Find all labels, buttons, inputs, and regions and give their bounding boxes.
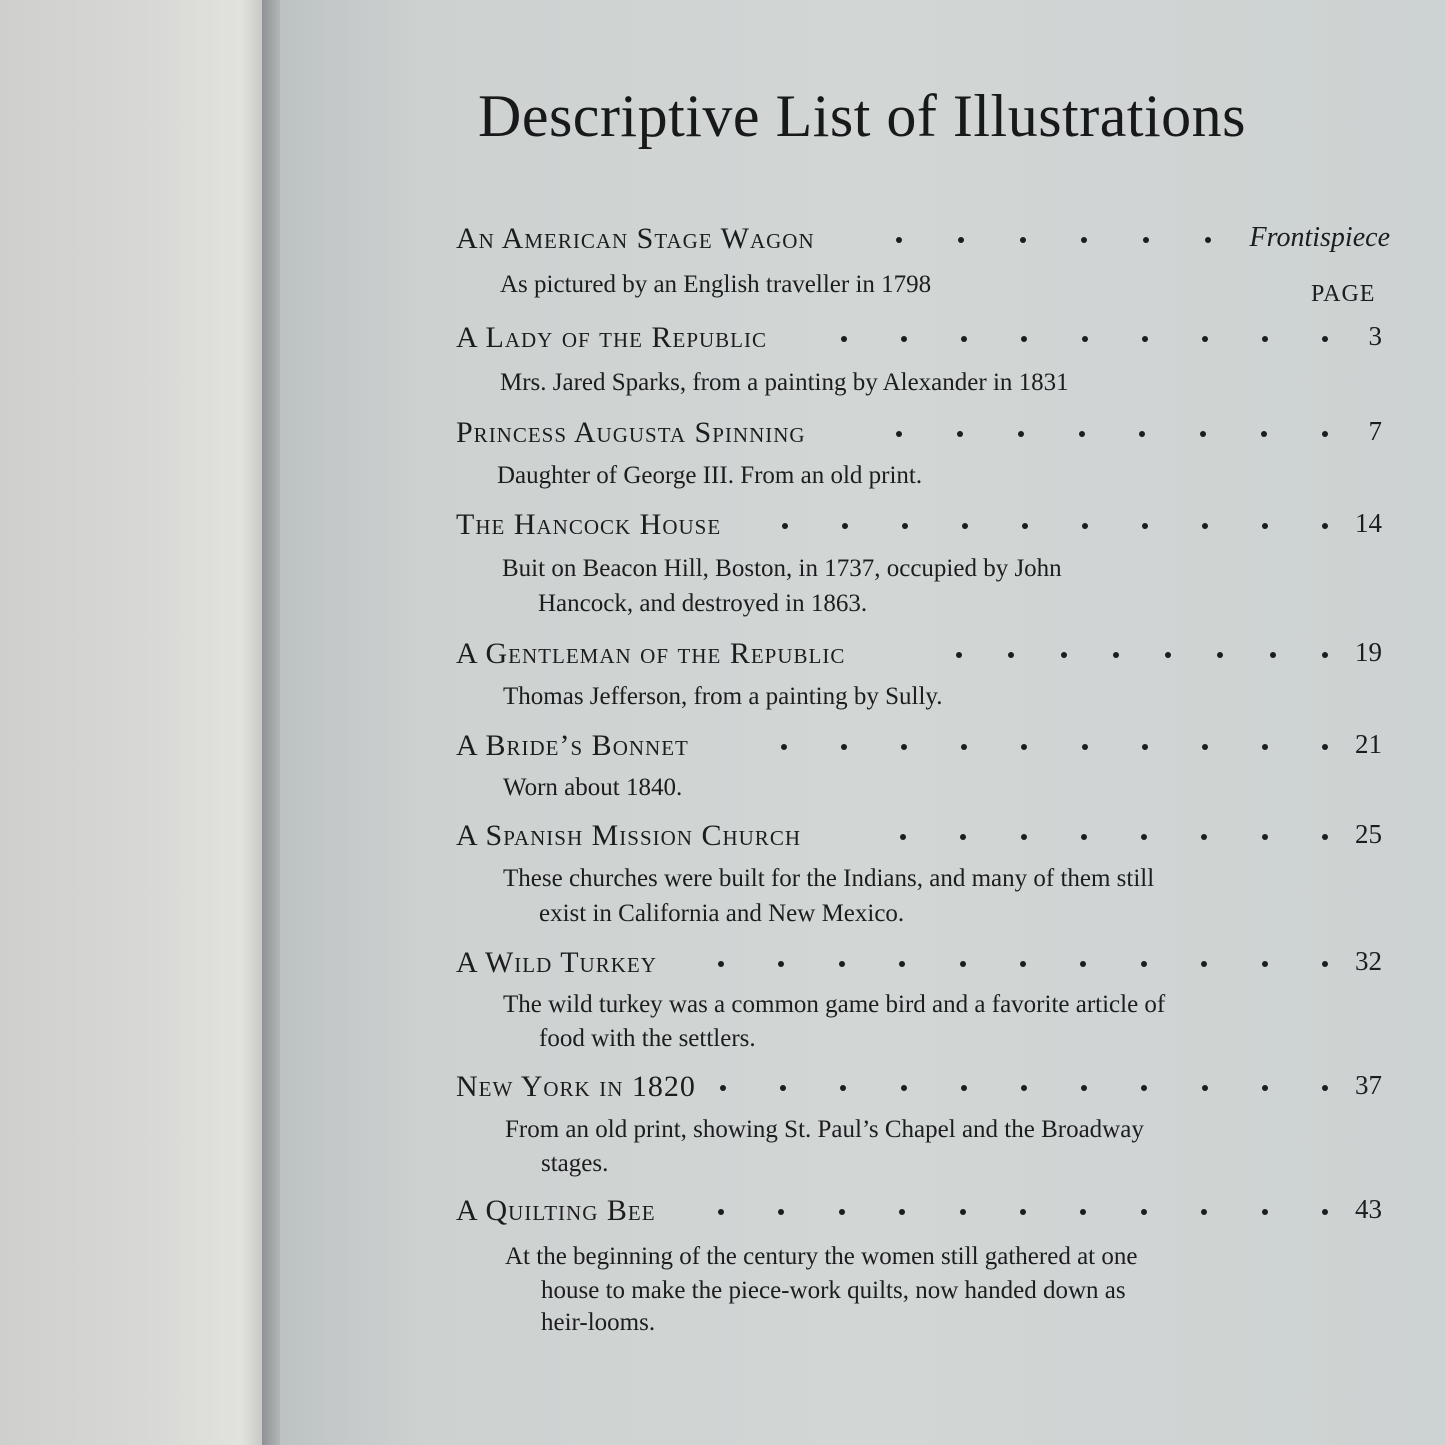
- leader-dot: [960, 961, 966, 967]
- dot-leaders: [956, 637, 1328, 673]
- leader-dot: [1141, 1085, 1147, 1091]
- list-entry: [456, 729, 1390, 765]
- leader-dot: [1262, 961, 1268, 967]
- dot-leaders: [900, 819, 1328, 855]
- leader-dot: [1322, 834, 1328, 840]
- leader-dot: [1082, 744, 1088, 750]
- entry-description: As pictured by an English traveller in 1798: [500, 271, 932, 298]
- leader-dot: [961, 744, 967, 750]
- leader-dot: [896, 237, 902, 243]
- leader-dot: [1141, 1209, 1147, 1215]
- leader-dot: [960, 1209, 966, 1215]
- leader-dot: [1021, 834, 1027, 840]
- entry-description: food with the settlers.: [539, 1025, 756, 1052]
- leader-dot: [899, 1209, 905, 1215]
- dot-leaders: [718, 1194, 1328, 1230]
- leader-dot: [840, 1085, 846, 1091]
- facing-page: [0, 0, 262, 1445]
- entry-description: The wild turkey was a common game bird and a favorite article of: [503, 991, 1166, 1018]
- dot-leaders: [896, 222, 1211, 258]
- page-number: 3: [1368, 321, 1382, 351]
- entry-description: Worn about 1840.: [503, 774, 683, 801]
- entry-title: A Bride’s Bonnet: [456, 729, 689, 762]
- leader-dot: [1021, 744, 1027, 750]
- leader-dot: [1262, 1085, 1268, 1091]
- list-entry: [456, 321, 1390, 357]
- entry-title: New York in 1820: [456, 1070, 696, 1103]
- dot-leaders: [841, 321, 1328, 357]
- leader-dot: [1202, 744, 1208, 750]
- leader-dot: [956, 652, 962, 658]
- list-entry: [456, 222, 1390, 258]
- leader-dot: [718, 961, 724, 967]
- leader-dot: [901, 744, 907, 750]
- entry-description: Hancock, and destroyed in 1863.: [538, 590, 868, 617]
- leader-dot: [1080, 961, 1086, 967]
- page-number: 43: [1355, 1194, 1382, 1224]
- leader-dot: [1262, 1209, 1268, 1215]
- leader-dot: [1322, 1209, 1328, 1215]
- leader-dot: [718, 1209, 724, 1215]
- dot-leaders: [896, 416, 1328, 452]
- leader-dot: [1020, 237, 1026, 243]
- leader-dot: [1202, 523, 1208, 529]
- dot-leaders: [720, 1070, 1328, 1106]
- leader-dot: [1020, 961, 1026, 967]
- page-number: 19: [1355, 637, 1382, 667]
- leader-dot: [1322, 523, 1328, 529]
- leader-dot: [901, 1085, 907, 1091]
- leader-dot: [778, 961, 784, 967]
- leader-dot: [781, 744, 787, 750]
- leader-dot: [839, 961, 845, 967]
- entry-title: A Spanish Mission Church: [456, 819, 801, 852]
- leader-dot: [1081, 237, 1087, 243]
- entry-description: These churches were built for the Indians, and many of them still: [503, 865, 1155, 892]
- leader-dot: [900, 834, 906, 840]
- leader-dot: [1322, 744, 1328, 750]
- leader-dot: [1262, 834, 1268, 840]
- page-title: Descriptive List of Illustrations: [478, 83, 1247, 149]
- leader-dot: [842, 523, 848, 529]
- leader-dot: [1021, 336, 1027, 342]
- entry-title: A Quilting Bee: [456, 1194, 656, 1227]
- leader-dot: [1141, 961, 1147, 967]
- entry-title: A Gentleman of the Republic: [456, 637, 846, 670]
- leader-dot: [1018, 431, 1024, 437]
- leader-dot: [1061, 652, 1067, 658]
- dot-leaders: [718, 946, 1328, 982]
- leader-dot: [1201, 1209, 1207, 1215]
- leader-dot: [1139, 431, 1145, 437]
- leader-dot: [1141, 834, 1147, 840]
- leader-dot: [778, 1209, 784, 1215]
- leader-dot: [1022, 523, 1028, 529]
- entry-description: house to make the piece-work quilts, now handed down as: [541, 1277, 1126, 1304]
- entry-description: heir-looms.: [541, 1309, 656, 1336]
- list-entry: [456, 1070, 1390, 1106]
- entry-description: Daughter of George III. From an old print.: [497, 462, 923, 489]
- leader-dot: [957, 431, 963, 437]
- page-number: 7: [1368, 416, 1382, 446]
- dot-leaders: [782, 508, 1328, 544]
- leader-dot: [1322, 431, 1328, 437]
- leader-dot: [1142, 336, 1148, 342]
- leader-dot: [1201, 834, 1207, 840]
- list-entry: [456, 819, 1390, 855]
- entry-description: Thomas Jefferson, from a painting by Sully.: [503, 683, 943, 710]
- leader-dot: [1322, 961, 1328, 967]
- entry-description: stages.: [541, 1150, 609, 1177]
- leader-dot: [962, 523, 968, 529]
- leader-dot: [1081, 834, 1087, 840]
- entry-title: A Lady of the Republic: [456, 321, 768, 354]
- leader-dot: [1262, 523, 1268, 529]
- entry-description: At the beginning of the century the women still gathered at one: [505, 1243, 1138, 1270]
- leader-dot: [1200, 431, 1206, 437]
- entry-title: The Hancock House: [456, 508, 722, 541]
- page-column-label: PAGE: [1311, 281, 1376, 307]
- leader-dot: [960, 834, 966, 840]
- list-entry: [456, 416, 1390, 452]
- leader-dot: [1261, 431, 1267, 437]
- leader-dot: [1082, 336, 1088, 342]
- entry-title: A Wild Turkey: [456, 946, 657, 979]
- leader-dot: [1081, 1085, 1087, 1091]
- leader-dot: [896, 431, 902, 437]
- leader-dot: [841, 336, 847, 342]
- entry-description: From an old print, showing St. Paul’s Chapel and the Broadway: [505, 1116, 1144, 1143]
- dot-leaders: [781, 729, 1328, 765]
- entry-description: exist in California and New Mexico.: [539, 900, 905, 927]
- list-entry: [456, 637, 1390, 673]
- leader-dot: [961, 336, 967, 342]
- leader-dot: [1008, 652, 1014, 658]
- page-number: 21: [1355, 729, 1382, 759]
- leader-dot: [1205, 237, 1211, 243]
- leader-dot: [780, 1085, 786, 1091]
- leader-dot: [839, 1209, 845, 1215]
- leader-dot: [1322, 1085, 1328, 1091]
- leader-dot: [1079, 431, 1085, 437]
- leader-dot: [899, 961, 905, 967]
- leader-dot: [958, 237, 964, 243]
- leader-dot: [901, 336, 907, 342]
- leader-dot: [1262, 744, 1268, 750]
- leader-dot: [1202, 336, 1208, 342]
- page-number: Frontispiece: [1249, 222, 1390, 253]
- page-number: 37: [1355, 1070, 1382, 1100]
- leader-dot: [720, 1085, 726, 1091]
- leader-dot: [841, 744, 847, 750]
- leader-dot: [1142, 744, 1148, 750]
- leader-dot: [1143, 237, 1149, 243]
- leader-dot: [1201, 961, 1207, 967]
- list-entry: [456, 1194, 1390, 1230]
- leader-dot: [1142, 523, 1148, 529]
- entry-description: Mrs. Jared Sparks, from a painting by Alexander in 1831: [500, 369, 1069, 396]
- entry-title: Princess Augusta Spinning: [456, 416, 806, 449]
- leader-dot: [961, 1085, 967, 1091]
- leader-dot: [1082, 523, 1088, 529]
- leader-dot: [1165, 652, 1171, 658]
- list-entry: [456, 946, 1390, 982]
- page-number: 32: [1355, 946, 1382, 976]
- leader-dot: [1217, 652, 1223, 658]
- entry-title: An American Stage Wagon: [456, 222, 815, 255]
- leader-dot: [782, 523, 788, 529]
- leader-dot: [1202, 1085, 1208, 1091]
- leader-dot: [1113, 652, 1119, 658]
- leader-dot: [1322, 652, 1328, 658]
- page-number: 14: [1355, 508, 1382, 538]
- leader-dot: [902, 523, 908, 529]
- page-number: 25: [1355, 819, 1382, 849]
- list-entry: [456, 508, 1390, 544]
- leader-dot: [1270, 652, 1276, 658]
- entry-description: Buit on Beacon Hill, Boston, in 1737, occupied by John: [502, 555, 1062, 582]
- leader-dot: [1080, 1209, 1086, 1215]
- leader-dot: [1262, 336, 1268, 342]
- leader-dot: [1322, 336, 1328, 342]
- leader-dot: [1020, 1209, 1026, 1215]
- leader-dot: [1021, 1085, 1027, 1091]
